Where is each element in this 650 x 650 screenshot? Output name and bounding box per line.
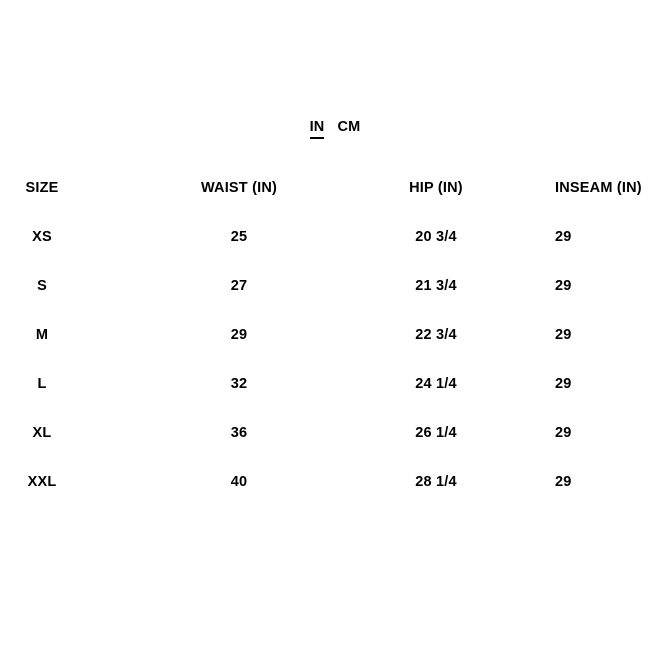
inseam-cell: 29 (555, 229, 572, 245)
waist-cell: 32 (230, 376, 248, 392)
hip-cell: 28 1/4 (415, 474, 457, 490)
hip-cell: 26 1/4 (415, 425, 457, 441)
waist-cell: 36 (230, 425, 248, 441)
size-cell: XXL (27, 474, 57, 490)
size-chart-table (0, 164, 650, 507)
size-cell: XS (32, 229, 52, 245)
table-row (0, 262, 650, 311)
size-cell: L (37, 376, 47, 392)
hip-cell: 24 1/4 (415, 376, 457, 392)
unit-cm-button[interactable]: CM (337, 119, 360, 139)
table-row (0, 311, 650, 360)
column-header-inseam: INSEAM (IN) (555, 180, 642, 196)
inseam-cell: 29 (555, 474, 572, 490)
hip-cell: 21 3/4 (415, 278, 457, 294)
unit-in-button[interactable]: IN (310, 119, 325, 139)
table-row (0, 458, 650, 507)
waist-cell: 29 (230, 327, 248, 343)
hip-cell: 20 3/4 (415, 229, 457, 245)
table-row (0, 360, 650, 409)
column-header-waist: WAIST (IN) (200, 180, 278, 196)
size-cell: XL (32, 425, 52, 441)
size-cell: S (37, 278, 47, 294)
column-header-size: SIZE (25, 180, 59, 196)
table-row (0, 409, 650, 458)
waist-cell: 40 (230, 474, 248, 490)
column-header-hip: HIP (IN) (409, 180, 463, 196)
unit-toggle (0, 119, 650, 139)
inseam-cell: 29 (555, 425, 572, 441)
waist-cell: 27 (230, 278, 248, 294)
table-row (0, 213, 650, 262)
inseam-cell: 29 (555, 376, 572, 392)
inseam-cell: 29 (555, 327, 572, 343)
hip-cell: 22 3/4 (415, 327, 457, 343)
table-header-row (0, 164, 650, 213)
waist-cell: 25 (230, 229, 248, 245)
size-cell: M (35, 327, 49, 343)
inseam-cell: 29 (555, 278, 572, 294)
